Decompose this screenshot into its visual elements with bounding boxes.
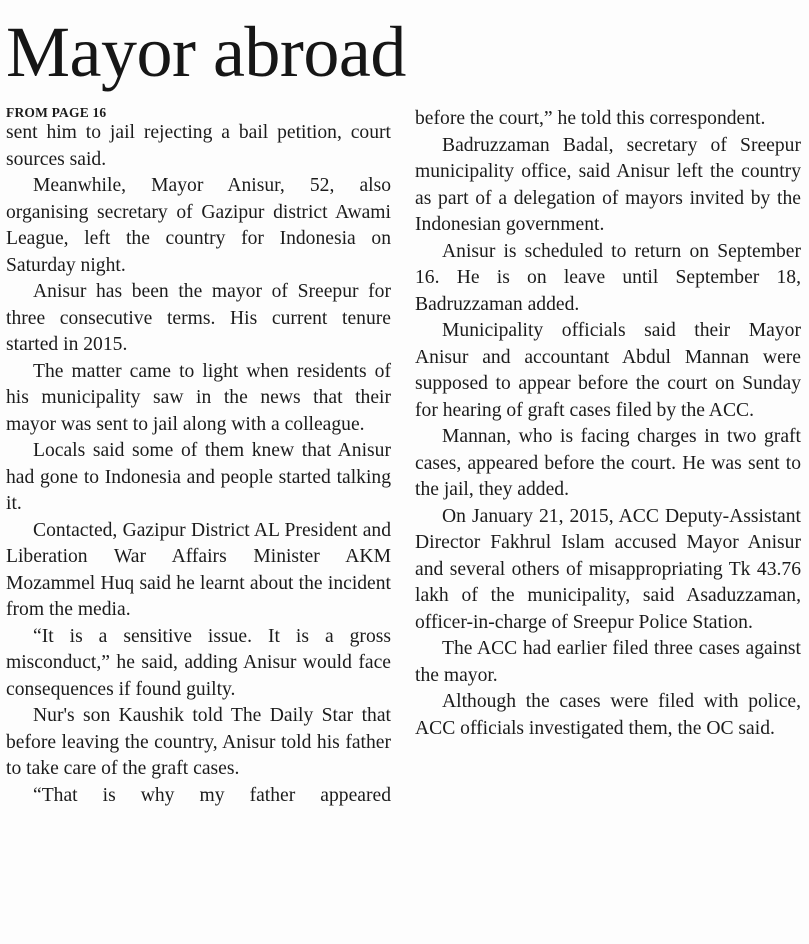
paragraph: Contacted, Gazipur District AL President and Liberation War Affairs Minister AKM Mozammel Huq said he learnt about the incident from the media. bbox=[6, 519, 391, 620]
paragraph: sent him to jail rejecting a bail petition, court sources said. bbox=[6, 122, 391, 170]
paragraph: before the court,” he told this correspondent. bbox=[415, 108, 766, 129]
paragraph: Although the cases were filed with police, ACC officials investigated them, the OC said. bbox=[415, 691, 801, 739]
paragraph: On January 21, 2015, ACC Deputy-Assistant Director Fakhrul Islam accused Mayor Anisur and several others of misappropriating Tk 43.76 lakh of the municipality, said Asaduzzaman, officer-in-charge of Sreepur Police Station. bbox=[415, 505, 801, 633]
paragraph: Nur's son Kaushik told The Daily Star that before leaving the country, Anisur told his father to take care of the graft cases. bbox=[6, 705, 391, 779]
paragraph: “That is why my father appeared bbox=[33, 784, 391, 806]
paragraph: Mannan, who is facing charges in two graft cases, appeared before the court. He was sent to the jail, they added. bbox=[415, 426, 801, 500]
paragraph: Anisur has been the mayor of Sreepur for three consecutive terms. His current tenure started in 2015. bbox=[6, 281, 391, 355]
article-column-left bbox=[6, 106, 391, 809]
paragraph: Meanwhile, Mayor Anisur, 52, also organising secretary of Gazipur district Awami League, left the country for Indonesia on Saturday night. bbox=[6, 175, 391, 276]
paragraph: Anisur is scheduled to return on September 16. He is on leave until September 18, Badruzzaman added. bbox=[415, 240, 801, 315]
paragraph: Locals said some of them knew that Anisur had gone to Indonesia and people started talking it. bbox=[6, 440, 391, 514]
paragraph: “It is a sensitive issue. It is a gross misconduct,” he said, adding Anisur would face consequences if found guilty. bbox=[6, 625, 391, 700]
paragraph: Municipality officials said their Mayor Anisur and accountant Abdul Mannan were supposed to appear before the court on Sunday for hearing of graft cases filed by the ACC. bbox=[415, 320, 801, 421]
paragraph: Badruzzaman Badal, secretary of Sreepur municipality office, said Anisur left the country as part of a delegation of mayors invited by the Indonesian government. bbox=[415, 134, 801, 235]
paragraph: The matter came to light when residents of his municipality saw in the news that their mayor was sent to jail along with a colleague. bbox=[6, 360, 391, 435]
headline: Mayor abroad bbox=[6, 12, 406, 92]
article-column-right bbox=[415, 106, 801, 742]
jump-label: FROM PAGE 16 bbox=[6, 105, 107, 120]
paragraph: The ACC had earlier filed three cases against the mayor. bbox=[415, 638, 801, 686]
